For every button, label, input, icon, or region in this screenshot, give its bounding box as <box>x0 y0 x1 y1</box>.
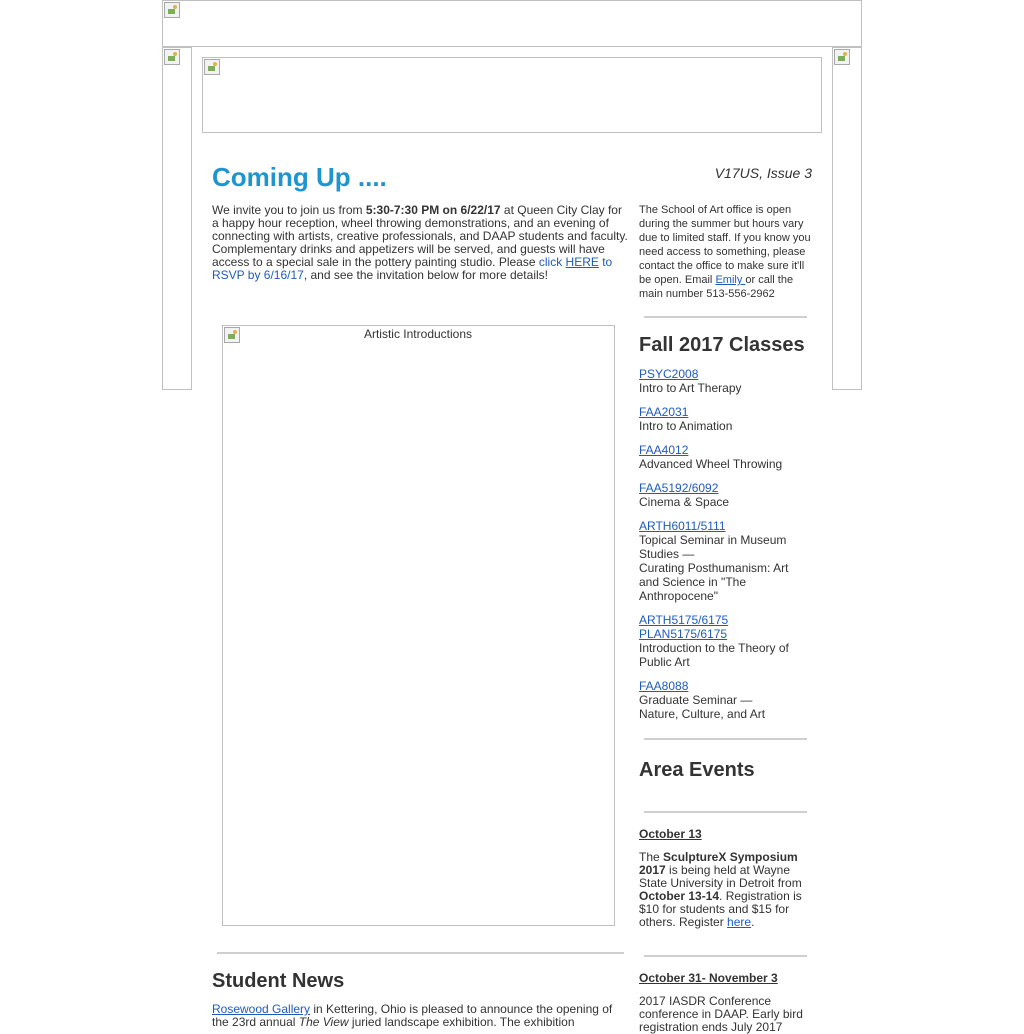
header-banner-image <box>162 0 862 47</box>
class-item <box>639 613 809 669</box>
email-emily-link[interactable]: Emily <box>715 274 746 286</box>
class-title: Topical Seminar in Museum Studies — <box>639 533 787 561</box>
event-dates: October 13-14 <box>639 889 720 903</box>
class-title: Intro to Art Therapy <box>639 381 742 395</box>
event-date: October 13 <box>639 827 702 841</box>
exhibition-title: The View <box>298 1015 349 1029</box>
class-title: Graduate Seminar — <box>639 693 753 707</box>
class-title: Cinema & Space <box>639 495 730 509</box>
office-note <box>639 203 813 301</box>
class-subtitle: Nature, Culture, and Art <box>639 707 766 721</box>
student-news-paragraph <box>212 1003 630 1029</box>
event-item <box>639 828 809 929</box>
intro-text: We invite you to join us from <box>212 203 366 217</box>
intro-paragraph <box>212 204 630 282</box>
event-text: The <box>639 850 664 864</box>
rosewood-gallery-link[interactable]: Rosewood Gallery <box>212 1002 311 1016</box>
register-here-link[interactable]: here <box>727 915 752 929</box>
divider <box>644 955 807 957</box>
class-item <box>639 481 809 509</box>
class-title: Intro to Animation <box>639 419 733 433</box>
class-code-link[interactable]: ARTH5175/6175 <box>639 613 729 627</box>
class-code-link[interactable]: PLAN5175/6175 <box>639 627 728 641</box>
class-code-link[interactable]: FAA2031 <box>639 405 689 419</box>
class-code-link[interactable]: FAA8088 <box>639 679 689 693</box>
class-item <box>639 519 809 603</box>
event-title: SculptureX Symposium 2017 <box>639 850 798 877</box>
issue-label: V17US, Issue 3 <box>714 165 812 181</box>
broken-image-icon <box>834 49 850 65</box>
office-note-text: The School of Art office is open during the summer but hours vary due to limited staff. If you know you need access to something, please contact the office to make sure it'll be open. Email <box>639 204 811 286</box>
event-text: is being held at Wayne State University in Detroit from <box>639 863 802 890</box>
class-title: Introduction to the Theory of Public Art <box>639 641 789 669</box>
event-date: October 31- November 3 <box>639 971 778 985</box>
classes-heading: Fall 2017 Classes <box>639 334 805 356</box>
classes-list <box>639 367 809 731</box>
class-code-link[interactable]: FAA5192/6092 <box>639 481 719 495</box>
event-text: . Registration is $10 for students and $15 for others. Register <box>639 889 802 929</box>
divider <box>644 811 807 813</box>
event-item <box>639 972 809 1034</box>
rsvp-here-link[interactable]: HERE <box>565 255 599 269</box>
office-note-text: or call the main number 513-556-2962 <box>639 274 794 300</box>
divider <box>644 738 807 740</box>
intro-time: 5:30-7:30 PM on 6/22/17 <box>365 203 501 217</box>
broken-image-icon <box>164 49 180 65</box>
intro-text: at Queen City Clay for a happy hour reception, wheel throwing demonstrations, and an evening of connecting with artists, creative professionals, and DAAP students and faculty. Complementary drinks and appetizers will be served, and guests will have access to a special sale in the pottery painting studio. Please <box>212 203 628 269</box>
intro-click-text: click <box>538 255 566 269</box>
masthead-image <box>202 57 822 133</box>
broken-image-icon <box>164 2 180 18</box>
invitation-image <box>222 325 615 926</box>
student-news-heading: Student News <box>212 970 345 992</box>
intro-rsvp-text: to RSVP by 6/16/17 <box>212 255 613 282</box>
class-subtitle: Curating Posthumanism: Art and Science in "The Anthropocene" <box>639 561 789 603</box>
class-item <box>639 367 809 395</box>
class-code-link[interactable]: ARTH6011/5111 <box>639 519 726 533</box>
divider <box>217 952 624 954</box>
student-news-text: in Kettering, Ohio is pleased to announce the opening of the 23rd annual <box>212 1002 613 1029</box>
class-item <box>639 679 809 721</box>
right-border-image <box>832 47 862 390</box>
class-title: Advanced Wheel Throwing <box>639 457 783 471</box>
invitation-image-alt: Artistic Introductions <box>363 327 473 341</box>
event-text: . <box>751 915 755 929</box>
intro-text: , and see the invitation below for more details! <box>303 268 548 282</box>
class-item <box>639 443 809 471</box>
area-events-heading: Area Events <box>639 759 755 781</box>
event-description <box>639 851 809 929</box>
broken-image-icon <box>204 59 220 75</box>
event-description: 2017 IASDR Conference conference in DAAP. Early bird registration ends July 2017 <box>639 994 803 1034</box>
class-code-link[interactable]: FAA4012 <box>639 443 689 457</box>
left-border-image <box>162 47 192 390</box>
page-title: Coming Up .... <box>212 162 387 192</box>
divider <box>644 316 807 318</box>
class-item <box>639 405 809 433</box>
student-news-text: juried landscape exhibition. The exhibition <box>348 1015 575 1029</box>
class-code-link[interactable]: PSYC2008 <box>639 367 699 381</box>
